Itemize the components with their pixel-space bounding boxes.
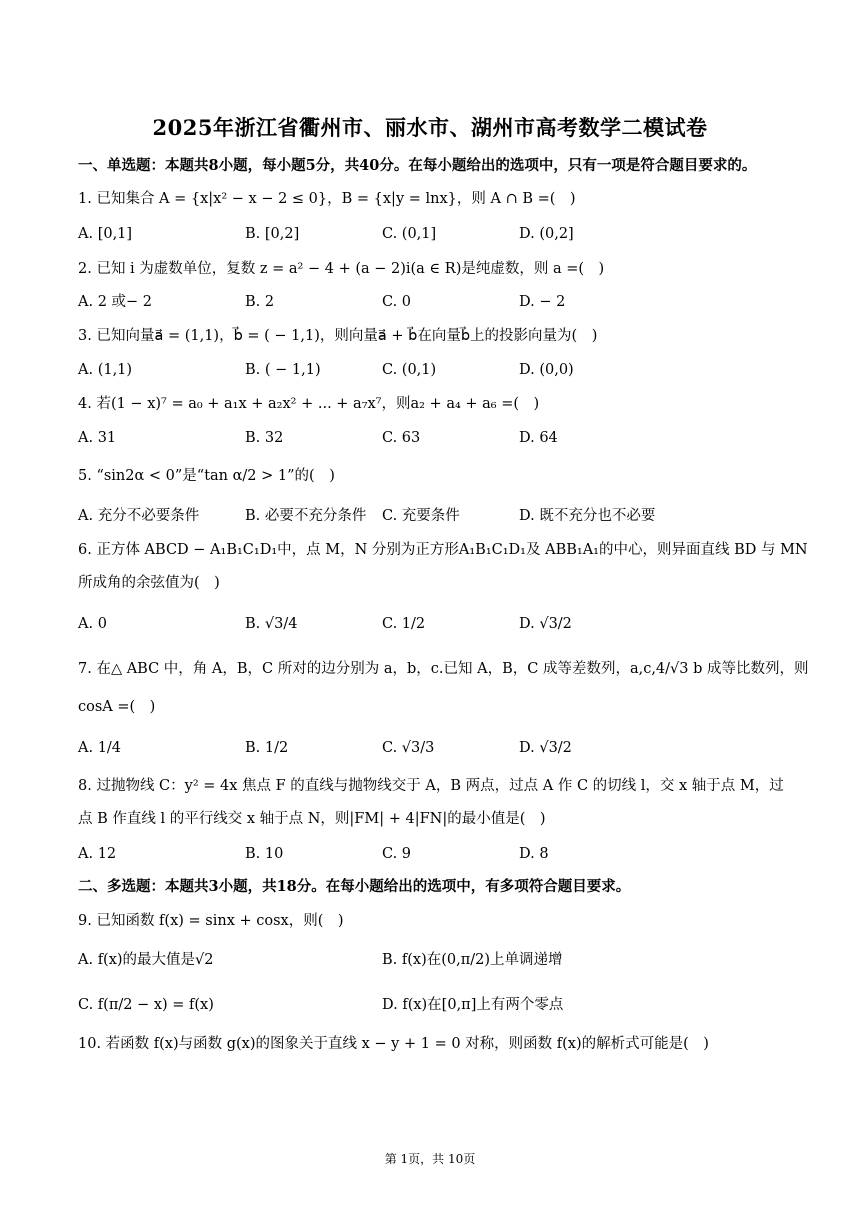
q1-option-b: B. [0,2] bbox=[245, 226, 300, 242]
q9-option-a: A. f(x)的最大值是√2 bbox=[78, 952, 214, 968]
section-heading-multiple-choice: 二、多选题：本题共3小题，共18分。在每小题给出的选项中，有多项符合题目要求。 bbox=[78, 878, 631, 895]
q5-option-c: C. 充要条件 bbox=[382, 508, 460, 524]
q8-option-b: B. 10 bbox=[245, 846, 284, 862]
q2-option-d: D. − 2 bbox=[519, 294, 566, 310]
question-6-stem-line-1: 6. 正方体 ABCD − A₁B₁C₁D₁中，点 M，N 分别为正方形A₁B₁C₁D₁及 ABB₁A₁的中心，则异面直线 BD 与 MN bbox=[78, 542, 808, 558]
question-6-stem-line-2: 所成角的余弦值为( ) bbox=[78, 575, 220, 591]
q3-option-d: D. (0,0) bbox=[519, 362, 574, 378]
q5-option-d: D. 既不充分也不必要 bbox=[519, 508, 656, 524]
q7-option-d: D. √3/2 bbox=[519, 740, 572, 756]
q6-option-d: D. √3/2 bbox=[519, 616, 572, 632]
q1-option-c: C. (0,1] bbox=[382, 226, 437, 242]
q6-option-c: C. 1/2 bbox=[382, 616, 426, 632]
question-1-stem: 1. 已知集合 A = {x|x² − x − 2 ≤ 0}，B = {x|y = lnx}，则 A ∩ B =( ) bbox=[78, 191, 576, 207]
q8-option-c: C. 9 bbox=[382, 846, 412, 862]
q8-option-d: D. 8 bbox=[519, 846, 549, 862]
q3-option-b: B. ( − 1,1) bbox=[245, 362, 321, 378]
page-footer: 第 1页，共 10页 bbox=[384, 1152, 476, 1166]
q9-option-d: D. f(x)在[0,π]上有两个零点 bbox=[382, 997, 564, 1013]
q4-option-c: C. 63 bbox=[382, 430, 421, 446]
q3-option-a: A. (1,1) bbox=[78, 362, 133, 378]
question-2-stem: 2. 已知 i 为虚数单位，复数 z = a² − 4 + (a − 2)i(a ∈ R)是纯虚数，则 a =( ) bbox=[78, 261, 605, 277]
question-9-stem: 9. 已知函数 f(x) = sinx + cosx，则( ) bbox=[78, 913, 344, 929]
q4-option-b: B. 32 bbox=[245, 430, 284, 446]
q8-option-a: A. 12 bbox=[78, 846, 117, 862]
question-4-stem: 4. 若(1 − x)⁷ = a₀ + a₁x + a₂x² + ... + a₇x⁷，则a₂ + a₄ + a₆ =( ) bbox=[78, 396, 540, 412]
q5-option-b: B. 必要不充分条件 bbox=[245, 508, 367, 524]
q3-option-c: C. (0,1) bbox=[382, 362, 437, 378]
page-title: 2025年浙江省衢州市、丽水市、湖州市高考数学二模试卷 bbox=[152, 115, 708, 140]
q1-option-d: D. (0,2] bbox=[519, 226, 574, 242]
q9-option-c: C. f(π/2 − x) = f(x) bbox=[78, 997, 214, 1013]
q7-option-b: B. 1/2 bbox=[245, 740, 289, 756]
q1-option-a: A. [0,1] bbox=[78, 226, 133, 242]
q5-option-a: A. 充分不必要条件 bbox=[78, 508, 200, 524]
q6-option-b: B. √3/4 bbox=[245, 616, 298, 632]
q4-option-a: A. 31 bbox=[78, 430, 117, 446]
question-5-stem: 5. “sin2α < 0”是“tan α/2 > 1”的( ) bbox=[78, 468, 335, 484]
question-10-stem: 10. 若函数 f(x)与函数 g(x)的图象关于直线 x − y + 1 = 0 对称，则函数 f(x)的解析式可能是( ) bbox=[78, 1036, 709, 1052]
q7-option-a: A. 1/4 bbox=[78, 740, 122, 756]
q2-option-b: B. 2 bbox=[245, 294, 275, 310]
section-heading-single-choice: 一、单选题：本题共8小题，每小题5分，共40分。在每小题给出的选项中，只有一项是符合题目要求的。 bbox=[78, 157, 757, 174]
q2-option-a: A. 2 或− 2 bbox=[78, 294, 153, 310]
question-7-stem-line-1: 7. 在△ ABC 中，角 A，B，C 所对的边分别为 a，b，c.已知 A，B，C 成等差数列，a,c,4/√3 b 成等比数列，则 bbox=[78, 661, 809, 677]
question-7-stem-line-2: cosA =( ) bbox=[78, 699, 156, 715]
q7-option-c: C. √3/3 bbox=[382, 740, 435, 756]
question-8-stem-line-2: 点 B 作直线 l 的平行线交 x 轴于点 N，则|FM| + 4|FN|的最小值是( ) bbox=[78, 811, 546, 827]
question-3-stem: 3. 已知向量a⃗ = (1,1)，b⃗ = ( − 1,1)，则向量a⃗ + b⃗在向量b⃗上的投影向量为( ) bbox=[78, 328, 598, 344]
q9-option-b: B. f(x)在(0,π/2)上单调递增 bbox=[382, 952, 563, 968]
question-8-stem-line-1: 8. 过抛物线 C：y² = 4x 焦点 F 的直线与抛物线交于 A，B 两点，过点 A 作 C 的切线 l，交 x 轴于点 M，过 bbox=[78, 778, 784, 794]
q2-option-c: C. 0 bbox=[382, 294, 412, 310]
q6-option-a: A. 0 bbox=[78, 616, 107, 632]
q4-option-d: D. 64 bbox=[519, 430, 558, 446]
